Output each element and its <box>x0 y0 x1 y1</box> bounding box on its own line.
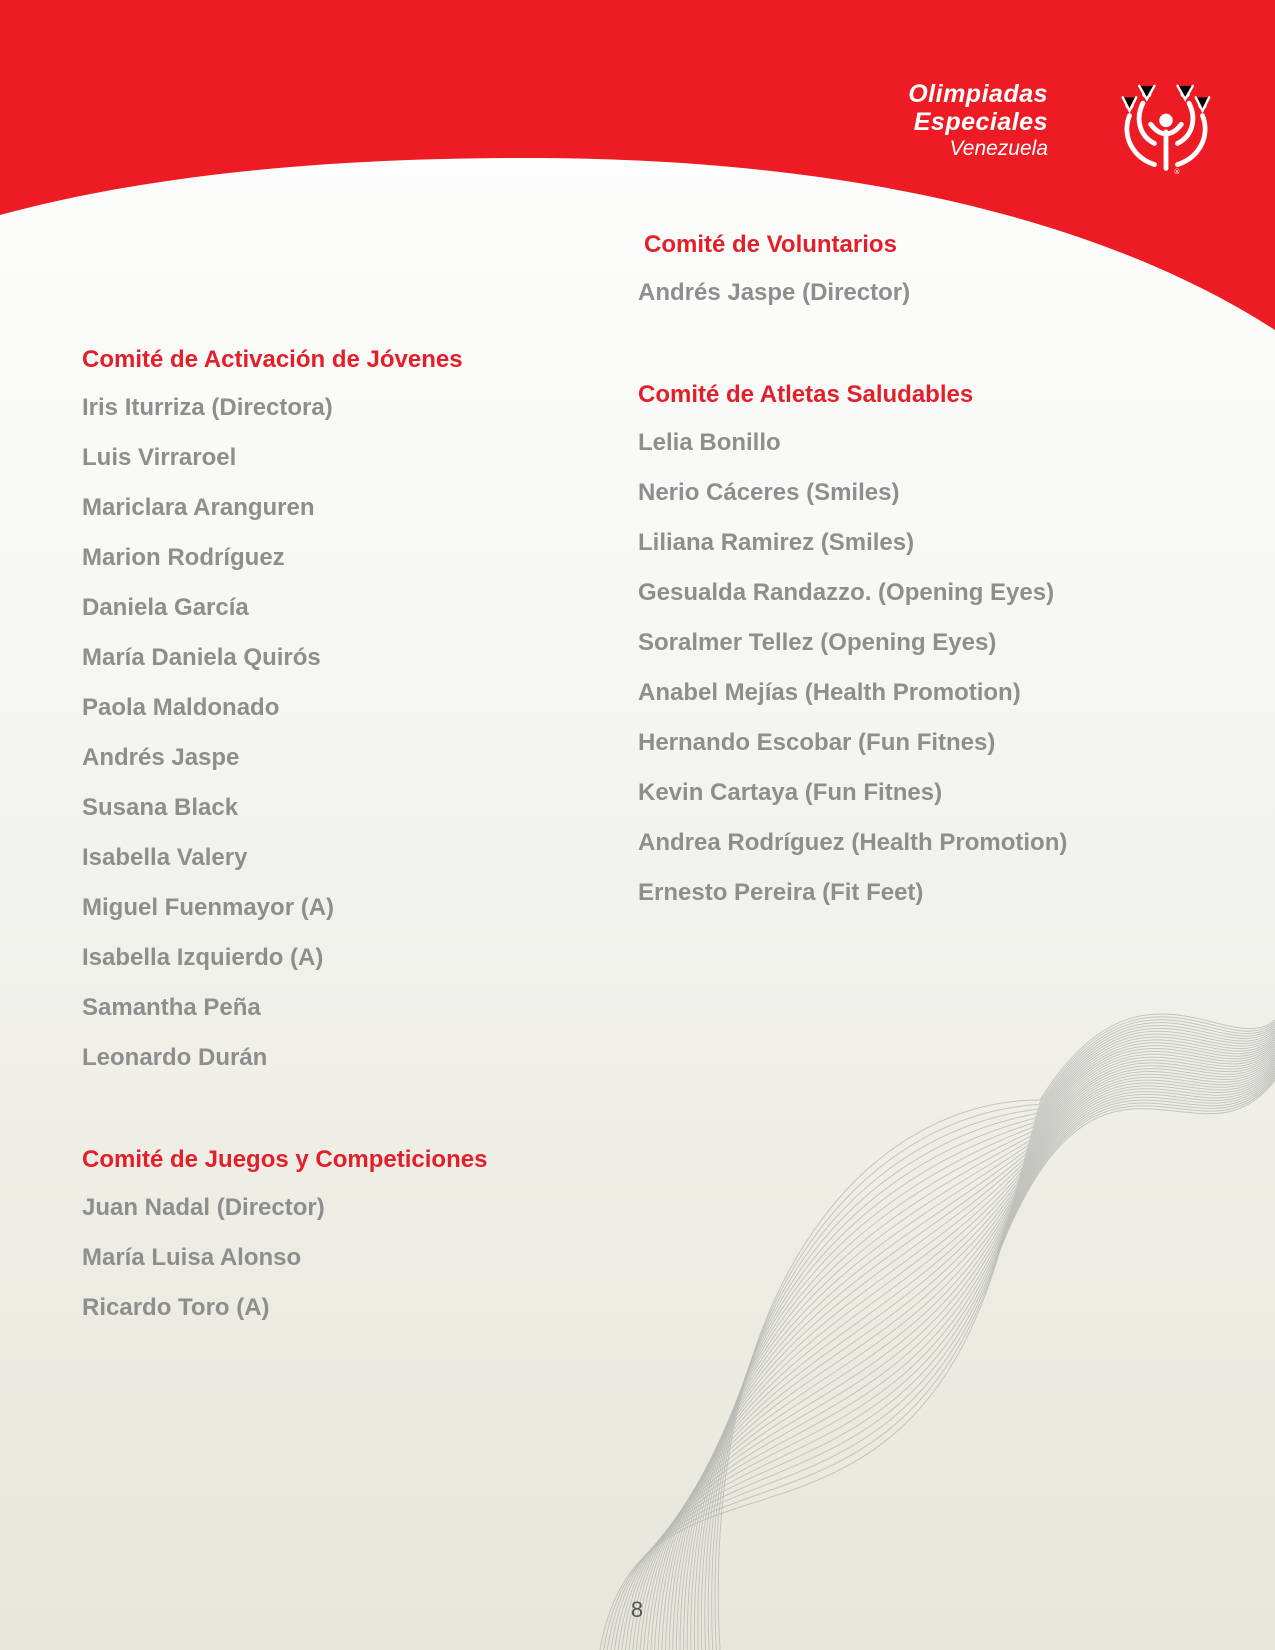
list-item: Lelia Bonillo <box>638 429 781 456</box>
list-item: Daniela García <box>82 594 249 621</box>
list-item: Andrés Jaspe (Director) <box>638 279 911 306</box>
list-item: Nerio Cáceres (Smiles) <box>638 479 900 506</box>
member-list <box>638 268 910 318</box>
decorative-wave-line <box>651 1055 1275 1650</box>
list-item: Luis Virraroel <box>82 444 237 471</box>
decorative-wave-line <box>625 1067 1275 1650</box>
logo-line-2: Especiales <box>913 108 1048 136</box>
decorative-wave-line <box>622 1069 1275 1650</box>
logo <box>900 80 1220 180</box>
decorative-wave-line <box>618 1071 1275 1650</box>
list-item: Hernando Escobar (Fun Fitnes) <box>638 729 996 756</box>
list-item: Liliana Ramirez (Smiles) <box>638 529 915 556</box>
list-item: Leonardo Durán <box>82 1044 268 1071</box>
decorative-wave-line <box>633 1064 1275 1650</box>
decorative-wave-line <box>644 1058 1275 1650</box>
list-item: Isabella Izquierdo (A) <box>82 944 324 971</box>
logo-text <box>908 80 1048 162</box>
list-item: Marion Rodríguez <box>82 544 285 571</box>
decorative-wave-line <box>647 1056 1275 1650</box>
list-item: Ernesto Pereira (Fit Feet) <box>638 879 924 906</box>
decorative-wave-line <box>691 1035 1275 1650</box>
member-list <box>82 383 463 1083</box>
svg-text:®: ® <box>1173 168 1181 177</box>
section-title: Comité de Voluntarios <box>644 231 897 258</box>
list-item: María Daniela Quirós <box>82 644 321 671</box>
list-item: Kevin Cartaya (Fun Fitnes) <box>638 779 943 806</box>
decorative-wave-line <box>658 1051 1275 1650</box>
list-item: Anabel Mejías (Health Promotion) <box>638 679 1021 706</box>
section-title: Comité de Activación de Jóvenes <box>82 346 463 373</box>
section-voluntarios <box>638 230 910 318</box>
section-atletas-saludables <box>638 380 1067 918</box>
page-number: 8 <box>630 1597 644 1622</box>
list-item: María Luisa Alonso <box>82 1244 302 1271</box>
logo-line-1: Olimpiadas <box>908 80 1048 108</box>
decorative-wave-line <box>673 1044 1275 1650</box>
decorative-wave-line <box>676 1042 1275 1650</box>
section-title: Comité de Juegos y Competiciones <box>82 1146 488 1173</box>
section-activacion-jovenes <box>82 345 463 1083</box>
list-item: Samantha Peña <box>82 994 261 1021</box>
list-item: Andrés Jaspe <box>82 744 240 771</box>
section-juegos-competiciones <box>82 1145 487 1333</box>
decorative-wave-line <box>604 1078 1275 1650</box>
list-item: Iris Iturriza (Directora) <box>82 394 333 421</box>
decorative-wave-line <box>712 1020 1275 1650</box>
list-item: Ricardo Toro (A) <box>82 1294 270 1321</box>
member-list <box>638 418 1067 918</box>
decorative-wave-line <box>715 1017 1275 1650</box>
list-item: Isabella Valery <box>82 844 248 871</box>
special-olympics-emblem-icon <box>1118 82 1214 178</box>
list-item: Soralmer Tellez (Opening Eyes) <box>638 629 997 656</box>
list-item: Juan Nadal (Director) <box>82 1194 325 1221</box>
decorative-wave-line <box>718 1014 1275 1650</box>
list-item: Mariclara Aranguren <box>82 494 315 521</box>
decorative-wave-line <box>662 1049 1275 1650</box>
list-item: Paola Maldonado <box>82 694 280 721</box>
member-list <box>82 1183 487 1333</box>
list-item: Andrea Rodríguez (Health Promotion) <box>638 829 1068 856</box>
decorative-wave-line <box>600 1080 1275 1650</box>
list-item: Susana Black <box>82 794 239 821</box>
decorative-wave-line <box>701 1028 1275 1650</box>
list-item: Miguel Fuenmayor (A) <box>82 894 335 921</box>
decorative-wave-line <box>680 1040 1275 1650</box>
list-item: Gesualda Randazzo. (Opening Eyes) <box>638 579 1055 606</box>
section-title: Comité de Atletas Saludables <box>638 381 974 408</box>
logo-line-3: Venezuela <box>949 137 1048 160</box>
decorative-wave-line <box>694 1033 1275 1650</box>
decorative-wave-line <box>636 1062 1275 1650</box>
